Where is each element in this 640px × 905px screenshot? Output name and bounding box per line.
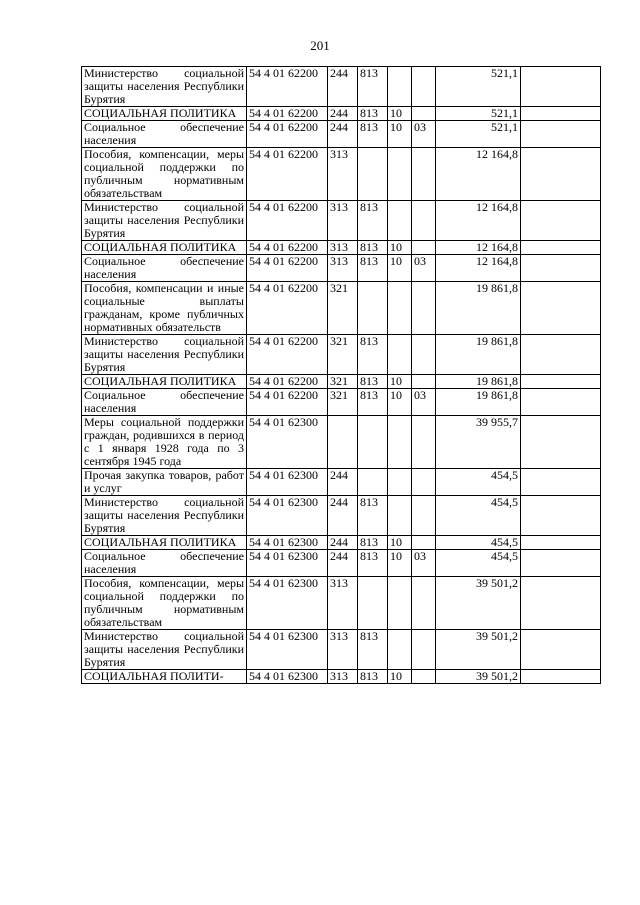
empty-cell [521,630,601,670]
subsection-cell [412,416,436,469]
table-row [82,282,601,335]
target-article-cell: 54 4 01 62200 [247,121,328,148]
section-cell: 10 [388,121,412,148]
amount-cell: 19 861,8 [436,389,521,416]
section-cell: 10 [388,255,412,282]
row-name-cell: Пособия, компенсации, меры социальной поддержки по публичным нормативным обязательствам [82,577,247,630]
target-article-cell: 54 4 01 62300 [247,469,328,496]
section-cell [388,148,412,201]
row-name-cell: Социальное обеспечение населения [82,255,247,282]
empty-cell [521,375,601,389]
empty-cell [521,389,601,416]
expense-type-cell: 244 [328,67,358,107]
table-row [82,550,601,577]
amount-cell: 12 164,8 [436,148,521,201]
row-name-cell: Министерство социальной защиты населения Республики Бурятия [82,630,247,670]
amount-cell: 39 501,2 [436,630,521,670]
empty-cell [521,496,601,536]
expense-type-cell: 321 [328,375,358,389]
expense-type-cell: 313 [328,670,358,684]
amount-cell: 19 861,8 [436,375,521,389]
section-cell [388,416,412,469]
section-cell [388,201,412,241]
subsection-cell [412,375,436,389]
subsection-cell [412,282,436,335]
section-cell [388,496,412,536]
target-article-cell: 54 4 01 62300 [247,416,328,469]
subsection-cell [412,670,436,684]
target-article-cell: 54 4 01 62200 [247,282,328,335]
table-row [82,335,601,375]
row-name-cell: Социальное обеспечение населения [82,121,247,148]
subsection-cell [412,107,436,121]
target-article-cell: 54 4 01 62200 [247,389,328,416]
section-cell: 10 [388,375,412,389]
empty-cell [521,670,601,684]
empty-cell [521,241,601,255]
section-cell: 10 [388,389,412,416]
amount-cell: 12 164,8 [436,201,521,241]
amount-cell: 19 861,8 [436,282,521,335]
expense-type-cell: 321 [328,335,358,375]
page-number: 201 [310,38,330,53]
target-article-cell: 54 4 01 62300 [247,550,328,577]
subsection-cell [412,148,436,201]
target-article-cell: 54 4 01 62300 [247,630,328,670]
target-article-cell: 54 4 01 62200 [247,375,328,389]
admin-code-cell: 813 [358,496,388,536]
target-article-cell: 54 4 01 62200 [247,148,328,201]
row-name-cell: СОЦИАЛЬНАЯ ПОЛИТИ- [82,670,247,684]
admin-code-cell: 813 [358,255,388,282]
row-name-cell: Прочая закупка товаров, работ и услуг [82,469,247,496]
empty-cell [521,121,601,148]
amount-cell: 454,5 [436,536,521,550]
expense-type-cell: 321 [328,389,358,416]
admin-code-cell: 813 [358,67,388,107]
table-row [82,469,601,496]
admin-code-cell: 813 [358,550,388,577]
admin-code-cell: 813 [358,375,388,389]
table-row [82,496,601,536]
table-row [82,670,601,684]
empty-cell [521,282,601,335]
amount-cell: 19 861,8 [436,335,521,375]
admin-code-cell [358,416,388,469]
section-cell [388,577,412,630]
table-body [82,67,601,684]
admin-code-cell: 813 [358,536,388,550]
admin-code-cell: 813 [358,121,388,148]
row-name-cell: Пособия, компенсации и иные социальные выплаты гражданам, кроме публичных нормативных обязательств [82,282,247,335]
admin-code-cell [358,469,388,496]
admin-code-cell: 813 [358,107,388,121]
subsection-cell: 03 [412,121,436,148]
subsection-cell [412,577,436,630]
subsection-cell [412,67,436,107]
section-cell: 10 [388,550,412,577]
empty-cell [521,536,601,550]
amount-cell: 521,1 [436,107,521,121]
table-row [82,107,601,121]
expense-type-cell: 313 [328,630,358,670]
empty-cell [521,550,601,577]
amount-cell: 39 955,7 [436,416,521,469]
expense-type-cell: 313 [328,577,358,630]
target-article-cell: 54 4 01 62200 [247,255,328,282]
subsection-cell [412,630,436,670]
amount-cell: 12 164,8 [436,255,521,282]
amount-cell: 454,5 [436,550,521,577]
section-cell: 10 [388,107,412,121]
subsection-cell [412,496,436,536]
expense-type-cell: 244 [328,469,358,496]
expense-type-cell: 313 [328,148,358,201]
admin-code-cell: 813 [358,630,388,670]
amount-cell: 521,1 [436,121,521,148]
admin-code-cell: 813 [358,335,388,375]
empty-cell [521,416,601,469]
row-name-cell: Пособия, компенсации, меры социальной поддержки по публичным нормативным обязательствам [82,148,247,201]
expense-type-cell: 244 [328,496,358,536]
admin-code-cell [358,148,388,201]
amount-cell: 39 501,2 [436,577,521,630]
table-row [82,375,601,389]
subsection-cell [412,335,436,375]
expense-type-cell: 313 [328,241,358,255]
target-article-cell: 54 4 01 62200 [247,335,328,375]
section-cell [388,630,412,670]
section-cell [388,282,412,335]
expense-type-cell: 313 [328,201,358,241]
subsection-cell: 03 [412,389,436,416]
subsection-cell [412,201,436,241]
table-row [82,577,601,630]
target-article-cell: 54 4 01 62300 [247,496,328,536]
amount-cell: 454,5 [436,496,521,536]
table-row [82,630,601,670]
empty-cell [521,255,601,282]
subsection-cell [412,469,436,496]
empty-cell [521,201,601,241]
admin-code-cell: 813 [358,670,388,684]
row-name-cell: Социальное обеспечение населения [82,550,247,577]
expense-type-cell: 244 [328,536,358,550]
table-row [82,255,601,282]
row-name-cell: Министерство социальной защиты населения Республики Бурятия [82,201,247,241]
row-name-cell: СОЦИАЛЬНАЯ ПОЛИТИКА [82,241,247,255]
admin-code-cell [358,577,388,630]
target-article-cell: 54 4 01 62200 [247,107,328,121]
row-name-cell: СОЦИАЛЬНАЯ ПОЛИТИКА [82,375,247,389]
target-article-cell: 54 4 01 62200 [247,201,328,241]
budget-table [81,66,601,684]
expense-type-cell [328,416,358,469]
target-article-cell: 54 4 01 62200 [247,67,328,107]
section-cell: 10 [388,241,412,255]
section-cell [388,335,412,375]
table-row [82,67,601,107]
table-row [82,201,601,241]
row-name-cell: СОЦИАЛЬНАЯ ПОЛИТИКА [82,107,247,121]
expense-type-cell: 313 [328,255,358,282]
amount-cell: 12 164,8 [436,241,521,255]
section-cell [388,67,412,107]
admin-code-cell [358,282,388,335]
table-row [82,416,601,469]
expense-type-cell: 244 [328,107,358,121]
admin-code-cell: 813 [358,389,388,416]
empty-cell [521,148,601,201]
expense-type-cell: 321 [328,282,358,335]
amount-cell: 521,1 [436,67,521,107]
target-article-cell: 54 4 01 62300 [247,670,328,684]
target-article-cell: 54 4 01 62300 [247,536,328,550]
subsection-cell: 03 [412,255,436,282]
admin-code-cell: 813 [358,201,388,241]
expense-type-cell: 244 [328,550,358,577]
row-name-cell: Министерство социальной защиты населения Республики Бурятия [82,335,247,375]
target-article-cell: 54 4 01 62200 [247,241,328,255]
table-row [82,121,601,148]
row-name-cell: СОЦИАЛЬНАЯ ПОЛИТИКА [82,536,247,550]
subsection-cell: 03 [412,550,436,577]
section-cell: 10 [388,536,412,550]
admin-code-cell: 813 [358,241,388,255]
table-row [82,389,601,416]
row-name-cell: Министерство социальной защиты населения Республики Бурятия [82,67,247,107]
subsection-cell [412,536,436,550]
table-row [82,241,601,255]
row-name-cell: Министерство социальной защиты населения Республики Бурятия [82,496,247,536]
row-name-cell: Меры социальной поддержки граждан, родившихся в период с 1 января 1928 года по 3 сентября 1945 года [82,416,247,469]
empty-cell [521,335,601,375]
target-article-cell: 54 4 01 62300 [247,577,328,630]
empty-cell [521,107,601,121]
section-cell: 10 [388,670,412,684]
table-row [82,536,601,550]
empty-cell [521,67,601,107]
amount-cell: 454,5 [436,469,521,496]
row-name-cell: Социальное обеспечение населения [82,389,247,416]
section-cell [388,469,412,496]
table-row [82,148,601,201]
empty-cell [521,469,601,496]
amount-cell: 39 501,2 [436,670,521,684]
empty-cell [521,577,601,630]
subsection-cell [412,241,436,255]
expense-type-cell: 244 [328,121,358,148]
